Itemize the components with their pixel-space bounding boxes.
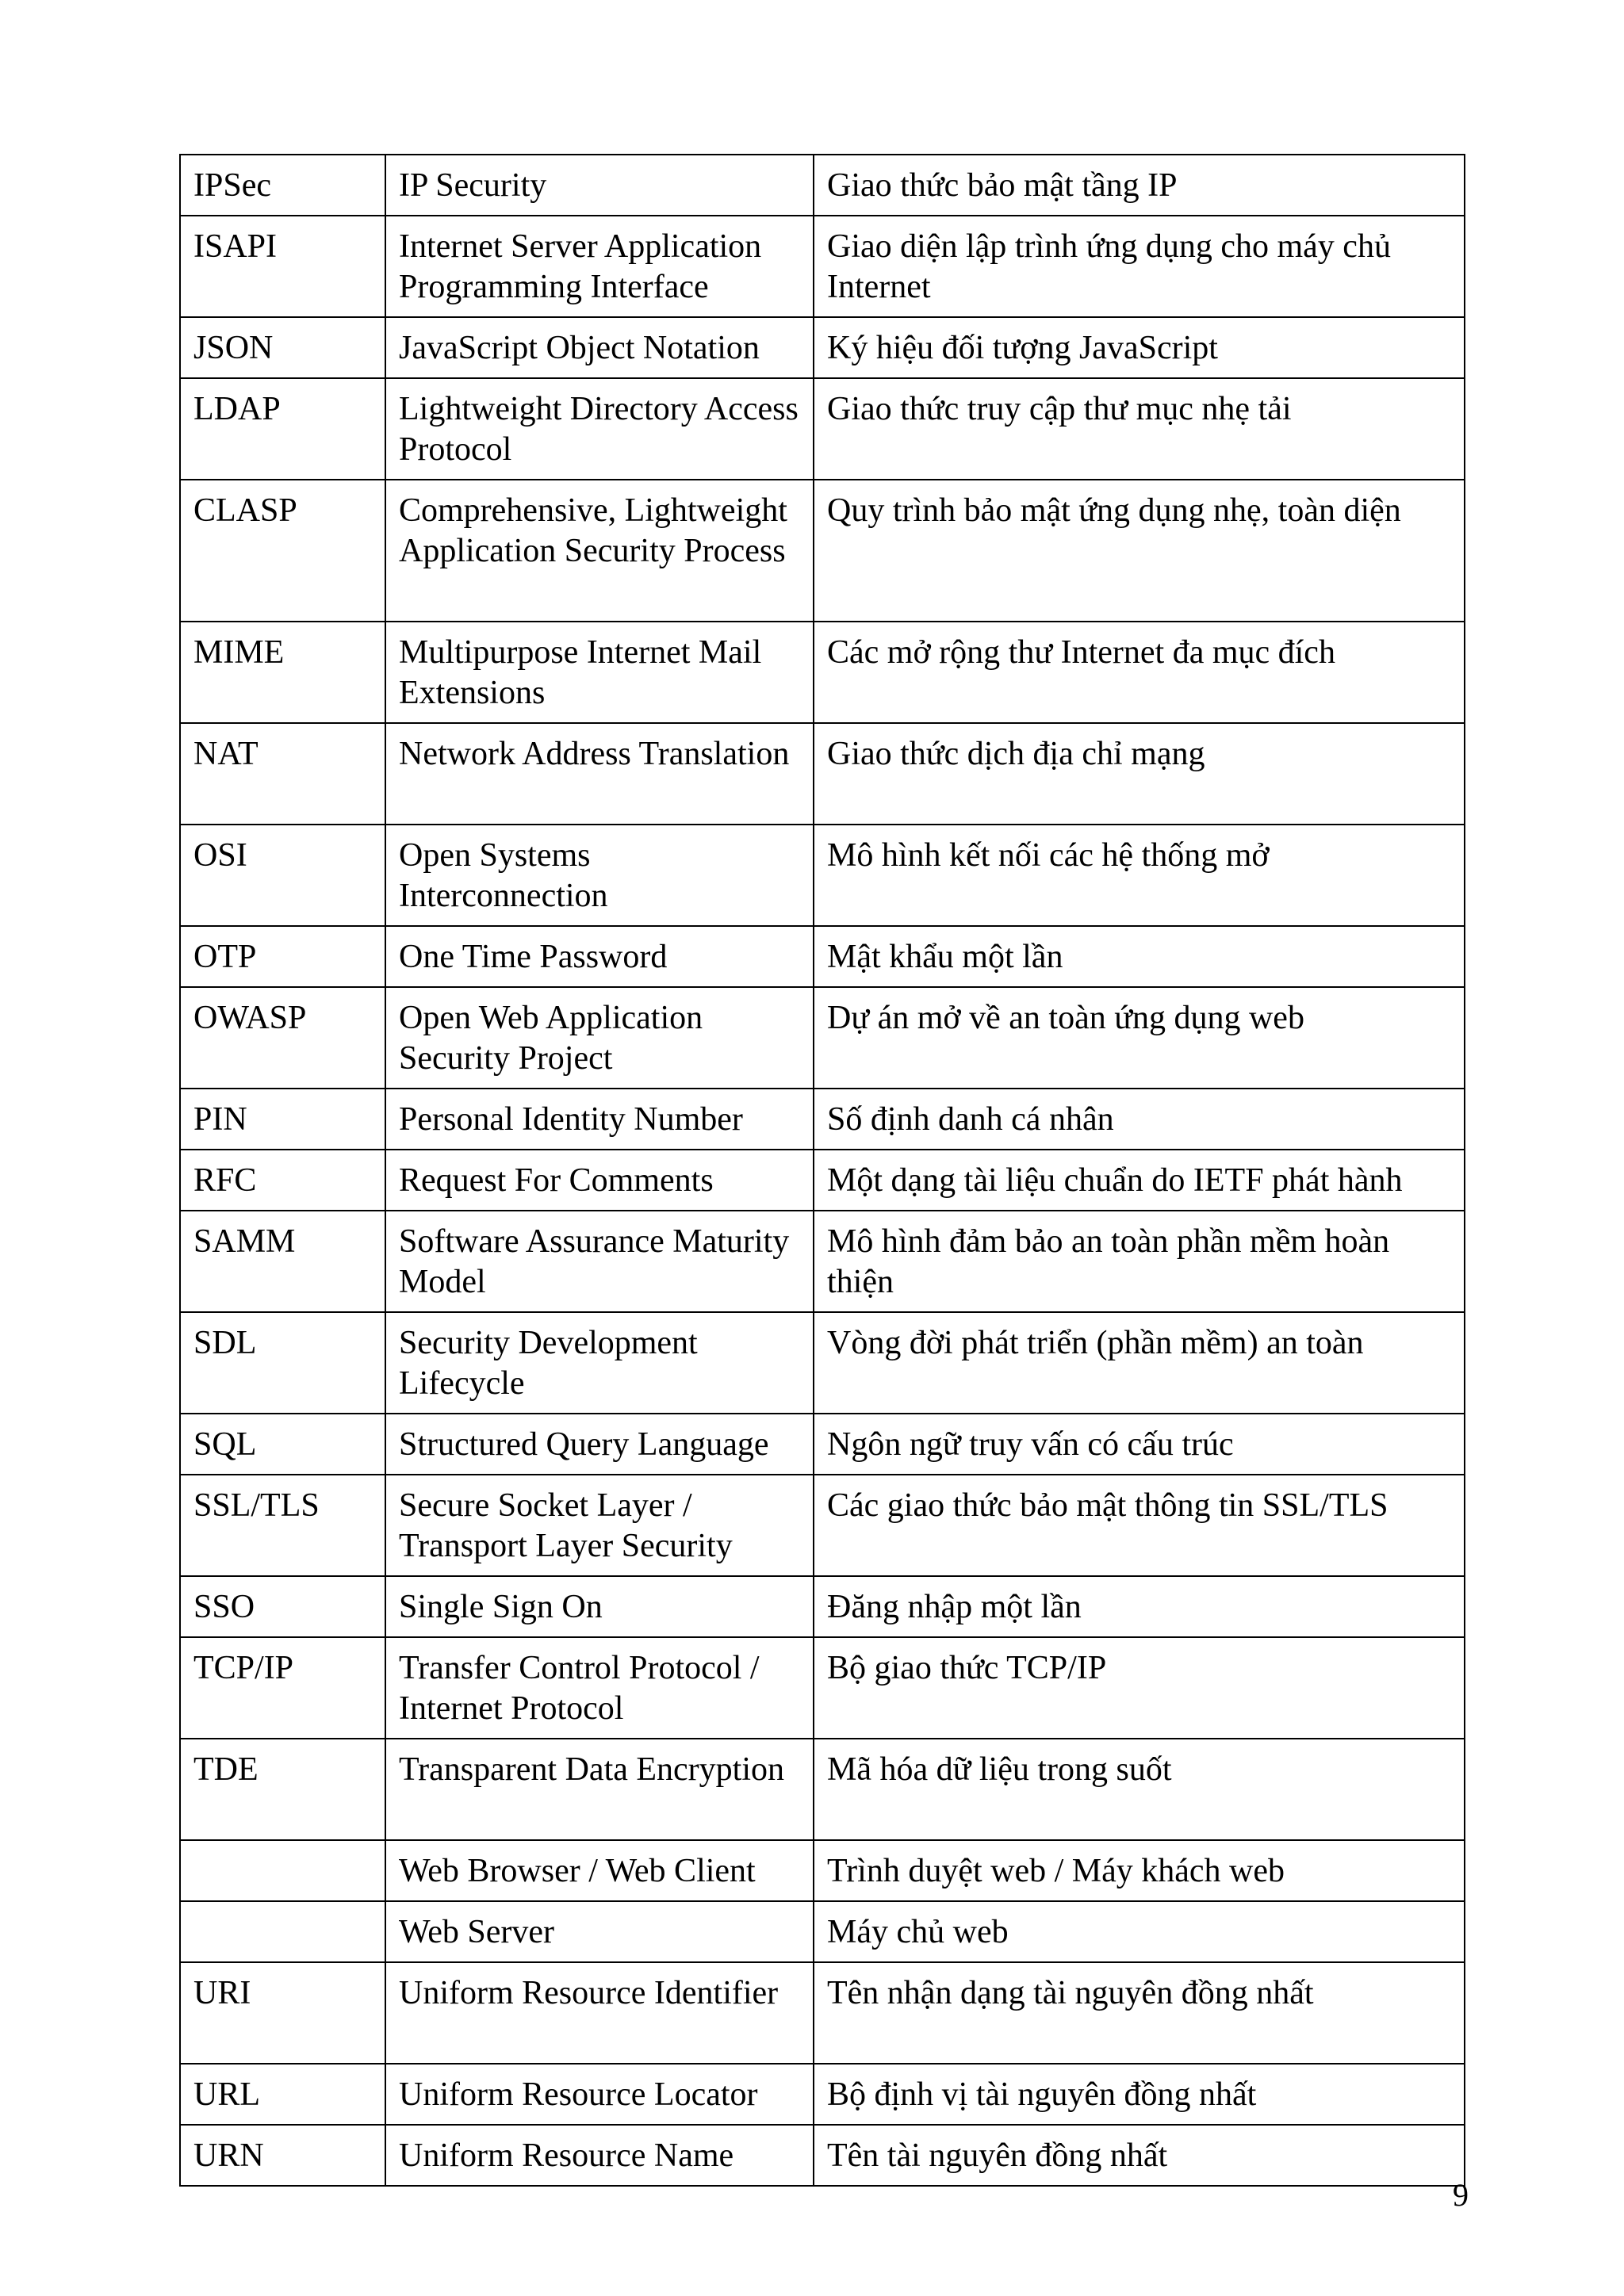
meaning-cell: Bộ giao thức TCP/IP xyxy=(814,1637,1465,1739)
abbreviation-cell: OSI xyxy=(180,825,385,926)
abbreviation-cell: SQL xyxy=(180,1414,385,1475)
full-name-cell: Transparent Data Encryption xyxy=(385,1739,814,1840)
full-name-cell: Lightweight Directory Access Protocol xyxy=(385,378,814,480)
table-row xyxy=(180,987,1465,1089)
full-name-cell: Uniform Resource Locator xyxy=(385,2064,814,2125)
meaning-cell: Đăng nhập một lần xyxy=(814,1576,1465,1637)
table-row xyxy=(180,1312,1465,1414)
table-row xyxy=(180,1739,1465,1840)
abbreviation-cell: SAMM xyxy=(180,1211,385,1312)
abbreviation-cell: OTP xyxy=(180,926,385,987)
meaning-cell: Giao diện lập trình ứng dụng cho máy chủ Internet xyxy=(814,216,1465,317)
meaning-cell: Vòng đời phát triển (phần mềm) an toàn xyxy=(814,1312,1465,1414)
abbreviation-cell: ISAPI xyxy=(180,216,385,317)
meaning-cell: Các giao thức bảo mật thông tin SSL/TLS xyxy=(814,1475,1465,1576)
table-row xyxy=(180,317,1465,378)
meaning-cell: Giao thức dịch địa chỉ mạng xyxy=(814,723,1465,825)
abbreviation-cell: CLASP xyxy=(180,480,385,622)
meaning-cell: Tên nhận dạng tài nguyên đồng nhất xyxy=(814,1962,1465,2064)
table-row xyxy=(180,1475,1465,1576)
full-name-cell: Security Development Lifecycle xyxy=(385,1312,814,1414)
table-row xyxy=(180,825,1465,926)
table-row xyxy=(180,1211,1465,1312)
meaning-cell: Mật khẩu một lần xyxy=(814,926,1465,987)
table-row xyxy=(180,926,1465,987)
table-row xyxy=(180,1576,1465,1637)
table-row xyxy=(180,1840,1465,1901)
table-row xyxy=(180,1637,1465,1739)
meaning-cell: Mô hình đảm bảo an toàn phần mềm hoàn thiện xyxy=(814,1211,1465,1312)
full-name-cell: Open Systems Interconnection xyxy=(385,825,814,926)
abbreviation-cell: IPSec xyxy=(180,155,385,216)
full-name-cell: Multipurpose Internet Mail Extensions xyxy=(385,622,814,723)
abbreviation-cell xyxy=(180,1901,385,1962)
full-name-cell: Personal Identity Number xyxy=(385,1089,814,1150)
meaning-cell: Ký hiệu đối tượng JavaScript xyxy=(814,317,1465,378)
table-row xyxy=(180,2125,1465,2186)
meaning-cell: Tên tài nguyên đồng nhất xyxy=(814,2125,1465,2186)
abbreviation-cell: URN xyxy=(180,2125,385,2186)
abbreviation-cell: OWASP xyxy=(180,987,385,1089)
abbreviation-cell: URI xyxy=(180,1962,385,2064)
full-name-cell: Request For Comments xyxy=(385,1150,814,1211)
abbreviation-cell: MIME xyxy=(180,622,385,723)
full-name-cell: Uniform Resource Identifier xyxy=(385,1962,814,2064)
meaning-cell: Giao thức truy cập thư mục nhẹ tải xyxy=(814,378,1465,480)
full-name-cell: Secure Socket Layer / Transport Layer Security xyxy=(385,1475,814,1576)
full-name-cell: JavaScript Object Notation xyxy=(385,317,814,378)
meaning-cell: Mô hình kết nối các hệ thống mở xyxy=(814,825,1465,926)
page-number: 9 xyxy=(1453,2177,1469,2213)
abbreviation-cell: SDL xyxy=(180,1312,385,1414)
meaning-cell: Giao thức bảo mật tầng IP xyxy=(814,155,1465,216)
full-name-cell: Software Assurance Maturity Model xyxy=(385,1211,814,1312)
abbreviation-table-body xyxy=(180,155,1465,2186)
abbreviation-cell: URL xyxy=(180,2064,385,2125)
abbreviation-cell: TDE xyxy=(180,1739,385,1840)
table-row xyxy=(180,1089,1465,1150)
meaning-cell: Quy trình bảo mật ứng dụng nhẹ, toàn diện xyxy=(814,480,1465,622)
abbreviation-cell: LDAP xyxy=(180,378,385,480)
meaning-cell: Trình duyệt web / Máy khách web xyxy=(814,1840,1465,1901)
table-row xyxy=(180,1901,1465,1962)
table-row xyxy=(180,622,1465,723)
meaning-cell: Bộ định vị tài nguyên đồng nhất xyxy=(814,2064,1465,2125)
table-row xyxy=(180,155,1465,216)
table-row xyxy=(180,216,1465,317)
table-row xyxy=(180,480,1465,622)
table-row xyxy=(180,378,1465,480)
full-name-cell: Structured Query Language xyxy=(385,1414,814,1475)
abbreviation-table xyxy=(179,154,1465,2187)
abbreviation-cell: TCP/IP xyxy=(180,1637,385,1739)
full-name-cell: Internet Server Application Programming Interface xyxy=(385,216,814,317)
meaning-cell: Ngôn ngữ truy vấn có cấu trúc xyxy=(814,1414,1465,1475)
table-row xyxy=(180,2064,1465,2125)
full-name-cell: Network Address Translation xyxy=(385,723,814,825)
abbreviation-cell: JSON xyxy=(180,317,385,378)
abbreviation-cell: SSL/TLS xyxy=(180,1475,385,1576)
meaning-cell: Số định danh cá nhân xyxy=(814,1089,1465,1150)
abbreviation-cell: PIN xyxy=(180,1089,385,1150)
full-name-cell: Comprehensive, Lightweight Application Security Process xyxy=(385,480,814,622)
meaning-cell: Mã hóa dữ liệu trong suốt xyxy=(814,1739,1465,1840)
full-name-cell: Web Server xyxy=(385,1901,814,1962)
abbreviation-cell: SSO xyxy=(180,1576,385,1637)
meaning-cell: Một dạng tài liệu chuẩn do IETF phát hành xyxy=(814,1150,1465,1211)
full-name-cell: One Time Password xyxy=(385,926,814,987)
full-name-cell: Web Browser / Web Client xyxy=(385,1840,814,1901)
table-row xyxy=(180,723,1465,825)
abbreviation-cell xyxy=(180,1840,385,1901)
full-name-cell: IP Security xyxy=(385,155,814,216)
full-name-cell: Transfer Control Protocol / Internet Protocol xyxy=(385,1637,814,1739)
table-row xyxy=(180,1414,1465,1475)
meaning-cell: Dự án mở về an toàn ứng dụng web xyxy=(814,987,1465,1089)
full-name-cell: Single Sign On xyxy=(385,1576,814,1637)
table-row xyxy=(180,1150,1465,1211)
abbreviation-cell: RFC xyxy=(180,1150,385,1211)
table-row xyxy=(180,1962,1465,2064)
full-name-cell: Open Web Application Security Project xyxy=(385,987,814,1089)
meaning-cell: Máy chủ web xyxy=(814,1901,1465,1962)
full-name-cell: Uniform Resource Name xyxy=(385,2125,814,2186)
meaning-cell: Các mở rộng thư Internet đa mục đích xyxy=(814,622,1465,723)
abbreviation-cell: NAT xyxy=(180,723,385,825)
